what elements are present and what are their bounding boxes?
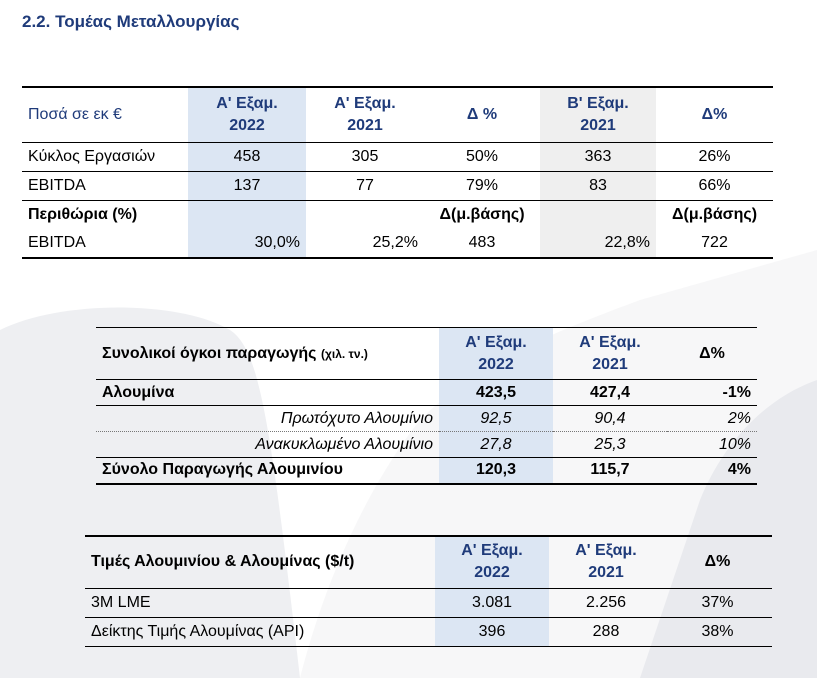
- col-h1-2021: Α' Εξαμ. 2021: [306, 87, 424, 142]
- table-row: Ανακυκλωμένο Αλουμίνιο 27,8 25,3 10%: [96, 432, 757, 458]
- production-table: [96, 327, 757, 485]
- financial-table: [22, 86, 773, 259]
- col-h1-2021: Α' Εξαμ. 2021: [549, 536, 663, 588]
- amounts-label: Ποσά σε εκ €: [22, 87, 188, 142]
- table-header-row: [85, 536, 772, 588]
- table-row: 3M LME 3.081 2.256 37%: [85, 588, 772, 617]
- table-header-row: [96, 328, 757, 380]
- col-delta-2: Δ%: [656, 87, 773, 142]
- table-row: Αλουμίνα 423,5 427,4 -1%: [96, 380, 757, 406]
- production-label: Συνολικοί όγκοι παραγωγής (χιλ. τν.): [96, 328, 439, 380]
- table-row: EBITDA 137 77 79% 83 66%: [22, 171, 773, 200]
- table-row: Δείκτης Τιμής Αλουμίνας (API) 396 288 38%: [85, 617, 772, 646]
- col-h1-2021: Α' Εξαμ. 2021: [553, 328, 667, 380]
- col-delta: Δ %: [424, 87, 540, 142]
- table-row: Πρωτόχυτο Αλουμίνιο 92,5 90,4 2%: [96, 406, 757, 432]
- prices-table: [85, 535, 772, 647]
- table-row: Σύνολο Παραγωγής Αλουμινίου 120,3 115,7 4%: [96, 458, 757, 484]
- col-h1-2022: Α' Εξαμ. 2022: [188, 87, 306, 142]
- section-heading: 2.2. Τομέας Μεταλλουργίας: [22, 12, 240, 31]
- table-row: EBITDA 30,0% 25,2% 483 22,8% 722: [22, 229, 773, 258]
- col-delta: Δ%: [663, 536, 772, 588]
- prices-label: Τιμές Αλουμινίου & Αλουμίνας ($/t): [85, 536, 435, 588]
- table-header-row: [22, 87, 773, 142]
- margins-header-row: Περιθώρια (%) Δ(μ.βάσης) Δ(μ.βάσης): [22, 200, 773, 229]
- col-h1-2022: Α' Εξαμ. 2022: [439, 328, 553, 380]
- col-delta: Δ%: [667, 328, 757, 380]
- col-h1-2022: Α' Εξαμ. 2022: [435, 536, 549, 588]
- col-h2-2021: Β' Εξαμ. 2021: [540, 87, 656, 142]
- table-row: Κύκλος Εργασιών 458 305 50% 363 26%: [22, 142, 773, 171]
- margins-label: Περιθώρια (%): [28, 205, 138, 223]
